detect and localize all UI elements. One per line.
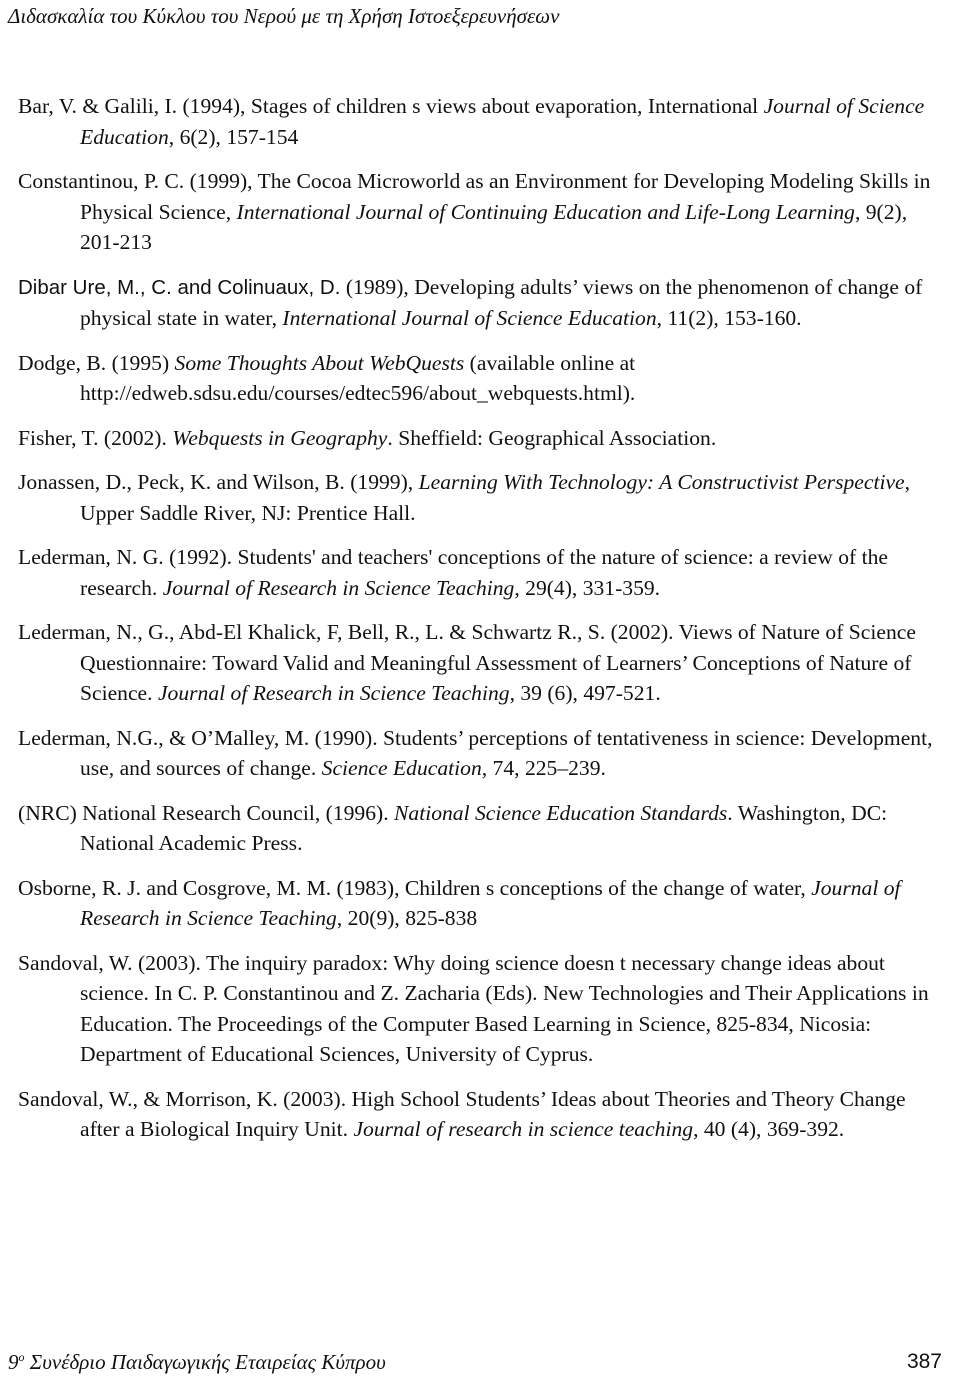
reference-text: , 11(2), 153-160. <box>656 306 802 330</box>
reference-text: Lederman, N., G., Abd-El Khalick, F, Bell, R., L. & Schwartz R., S. (2002). Views of Nature of Science Questionnaire: Toward Valid and Meaningful Assessment of Learners’ Conceptions of Nature of Science. <box>18 620 916 705</box>
reference-text: , 6(2), 157-154 <box>168 124 299 149</box>
running-header: Διδασκαλία του Κύκλου του Νερού με τη Χρήση Ιστοεξερευνήσεων <box>8 4 560 28</box>
reference-text: Sandoval, W., & Morrison, K. (2003). High School Students’ Ideas about Theories and Theory Change after a Biological Inquiry Unit. <box>18 1086 906 1141</box>
reference-entry-osborne <box>18 873 943 934</box>
reference-title: Some Thoughts About WebQuests <box>174 350 465 375</box>
reference-entry-sandoval-2003a <box>18 948 943 1070</box>
reference-title: National Science Education Standards <box>394 800 728 825</box>
reference-text: Lederman, N. G. (1992). Students' and teachers' conceptions of the nature of science: a review of the research. <box>18 545 889 600</box>
reference-text: . Washington, DC: National Academic Press. <box>80 800 888 855</box>
reference-journal: Journal of Research in Science Teaching <box>162 575 515 600</box>
reference-entry-fisher <box>18 423 943 454</box>
reference-entry-dodge <box>18 348 943 409</box>
reference-list <box>18 91 943 1159</box>
reference-text: Lederman, N.G., & O’Malley, M. (1990). Students’ perceptions of tentativeness in science: Development, use, and sources of change. <box>18 725 933 780</box>
page-number: 387 <box>906 1350 942 1373</box>
reference-entry-sandoval-2003b <box>18 1084 943 1145</box>
reference-journal: Journal of Science Education <box>80 94 925 149</box>
reference-entry-jonassen <box>18 467 943 528</box>
reference-text: , 20(9), 825-838 <box>336 906 478 930</box>
reference-text: Fisher, T. (2002). <box>18 425 173 450</box>
conference-number: 9 <box>8 1350 19 1374</box>
reference-journal: International Journal of Science Education <box>282 306 657 330</box>
reference-text: (available online at http://edweb.sdsu.edu/courses/edtec596/about_webquests.html). <box>80 350 636 405</box>
reference-text: Jonassen, D., Peck, K. and Wilson, B. (1999), <box>18 470 419 494</box>
reference-title: Learning With Technology: A Constructivist Perspective <box>418 470 905 494</box>
reference-text: , Upper Saddle River, NJ: Prentice Hall. <box>80 470 911 525</box>
reference-text: , 74, 225–239. <box>481 756 606 780</box>
reference-journal: International Journal of Continuing Education and Life-Long Learning <box>236 199 855 224</box>
reference-text: , 29(4), 331-359. <box>514 575 661 600</box>
reference-entry-constantinou <box>18 166 943 258</box>
reference-journal: Journal of Research in Science Teaching <box>157 681 510 705</box>
reference-entry-bar <box>18 91 943 152</box>
reference-entry-lederman-1992 <box>18 542 943 603</box>
reference-entry-nrc <box>18 798 943 859</box>
reference-entry-dibar <box>18 272 943 334</box>
reference-entry-lederman-2002 <box>18 617 943 709</box>
reference-text: , 9(2), 201-213 <box>80 199 908 254</box>
reference-text: , 40 (4), 369-392. <box>693 1117 845 1141</box>
reference-text: Osborne, R. J. and Cosgrove, M. M. (1983), Children s conceptions of the change of water, <box>18 875 812 900</box>
reference-journal: Science Education <box>321 756 482 780</box>
reference-text: Dodge, B. (1995) <box>18 350 175 375</box>
reference-journal: Journal of Research in Science Teaching <box>80 875 901 930</box>
reference-journal: Journal of research in science teaching <box>353 1117 694 1141</box>
conference-title <box>8 1350 386 1375</box>
reference-text: Bar, V. & Galili, I. (1994), Stages of children s views about evaporation, International <box>18 94 764 118</box>
reference-text: Dibar Ure, M., C. and Colinuaux, D. <box>18 275 341 299</box>
reference-text: , 39 (6), 497-521. <box>509 681 661 705</box>
reference-text: (NRC) National Research Council, (1996). <box>18 800 395 825</box>
reference-text: Sandoval, W. (2003). The inquiry paradox: Why doing science doesn t necessary change ideas about science. In C. P. Constantinou and Z. Zacharia (Eds). New Technologies and Their Applications in Education. The Proceedings of the Computer Based Learning in Science, 825-834, Nicosia: Department of Educational Sciences, University of Cyprus. <box>18 950 929 1066</box>
reference-text: . Sheffield: Geographical Association. <box>387 425 717 450</box>
conference-text: Συνέδριο Παιδαγωγικής Εταιρείας Κύπρου <box>24 1350 386 1374</box>
reference-title: Webquests in Geography <box>172 425 388 450</box>
conference-superscript: ο <box>18 1350 25 1364</box>
reference-entry-lederman-1990 <box>18 723 943 784</box>
reference-text: Constantinou, P. C. (1999), The Cocoa Microworld as an Environment for Developing Modeling Skills in Physical Science, <box>18 169 931 224</box>
reference-text: (1989), Developing adults’ views on the phenomenon of change of physical state in water, <box>80 274 923 330</box>
